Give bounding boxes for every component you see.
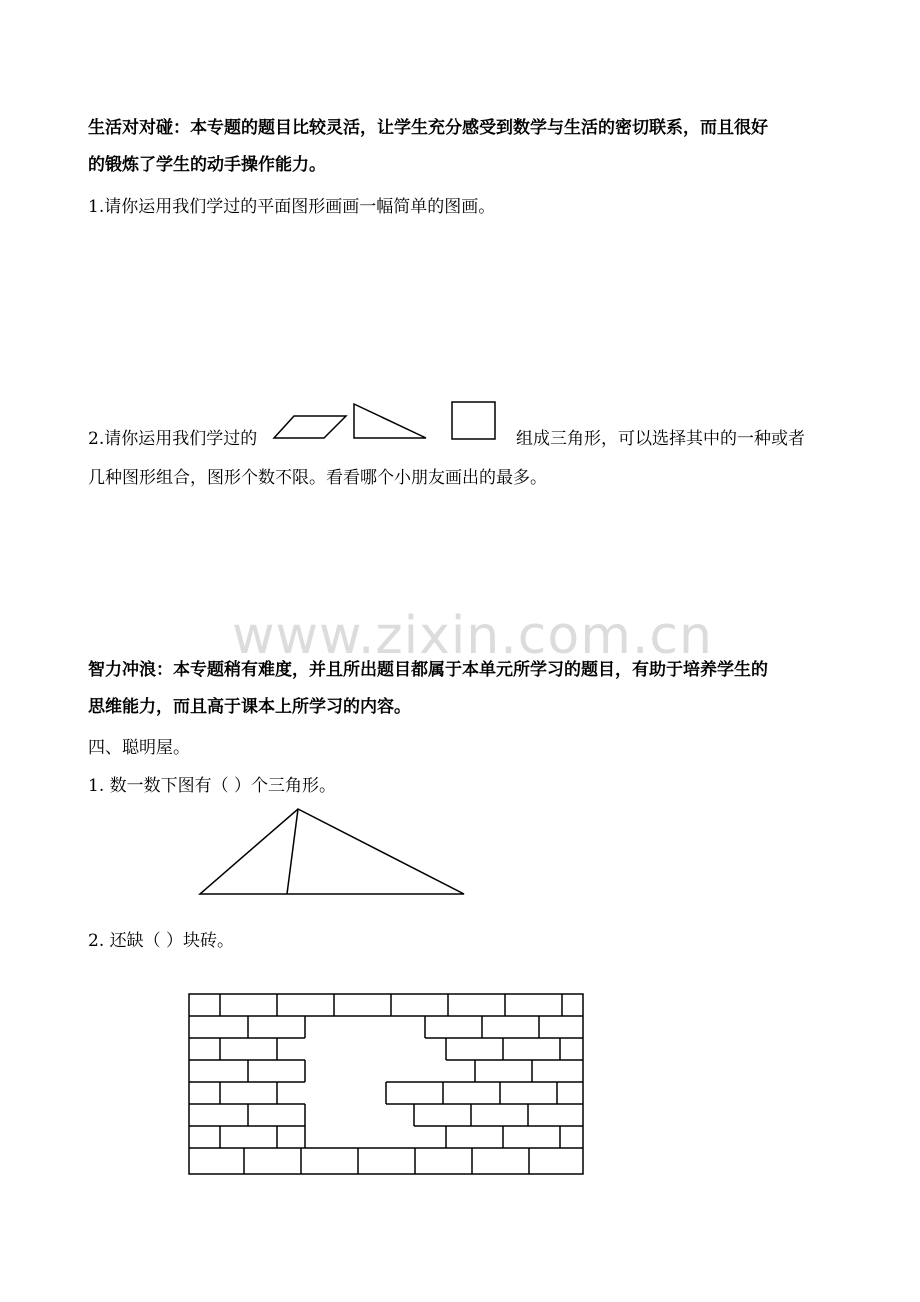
question-1: 1.请你运用我们学过的平面图形画画一幅简单的图画。 [88,197,496,217]
section2-heading: 四、聪明屋。 [88,738,190,758]
question-3: 1. 数一数下图有（ ）个三角形。 [88,776,337,796]
question-2-line2: 几种图形组合，图形个数不限。看看哪个小朋友画出的最多。 [88,468,547,488]
watermark: www.zixin.com.cn [232,606,713,666]
parallelogram-icon [272,414,348,440]
section1-intro-line1: 生活对对碰：本专题的题目比较灵活，让学生充分感受到数学与生活的密切联系，而且很好 [88,118,768,138]
triangle-counting-figure [198,806,468,898]
question-2-suffix: 组成三角形，可以选择其中的一种或者 [516,429,805,449]
section2-intro-line2: 思维能力，而且高于课本上所学习的内容。 [88,697,411,717]
question-4: 2. 还缺（ ）块砖。 [88,931,235,951]
square-icon [451,401,497,441]
question-2-prefix: 2.请你运用我们学过的 [88,429,258,449]
section1-intro-line2: 的锻炼了学生的动手操作能力。 [88,155,326,175]
triangle-icon [352,402,428,440]
brick-wall-figure [188,993,586,1177]
section2-intro-line1: 智力冲浪：本专题稍有难度，并且所出题目都属于本单元所学习的题目，有助于培养学生的 [88,660,768,680]
